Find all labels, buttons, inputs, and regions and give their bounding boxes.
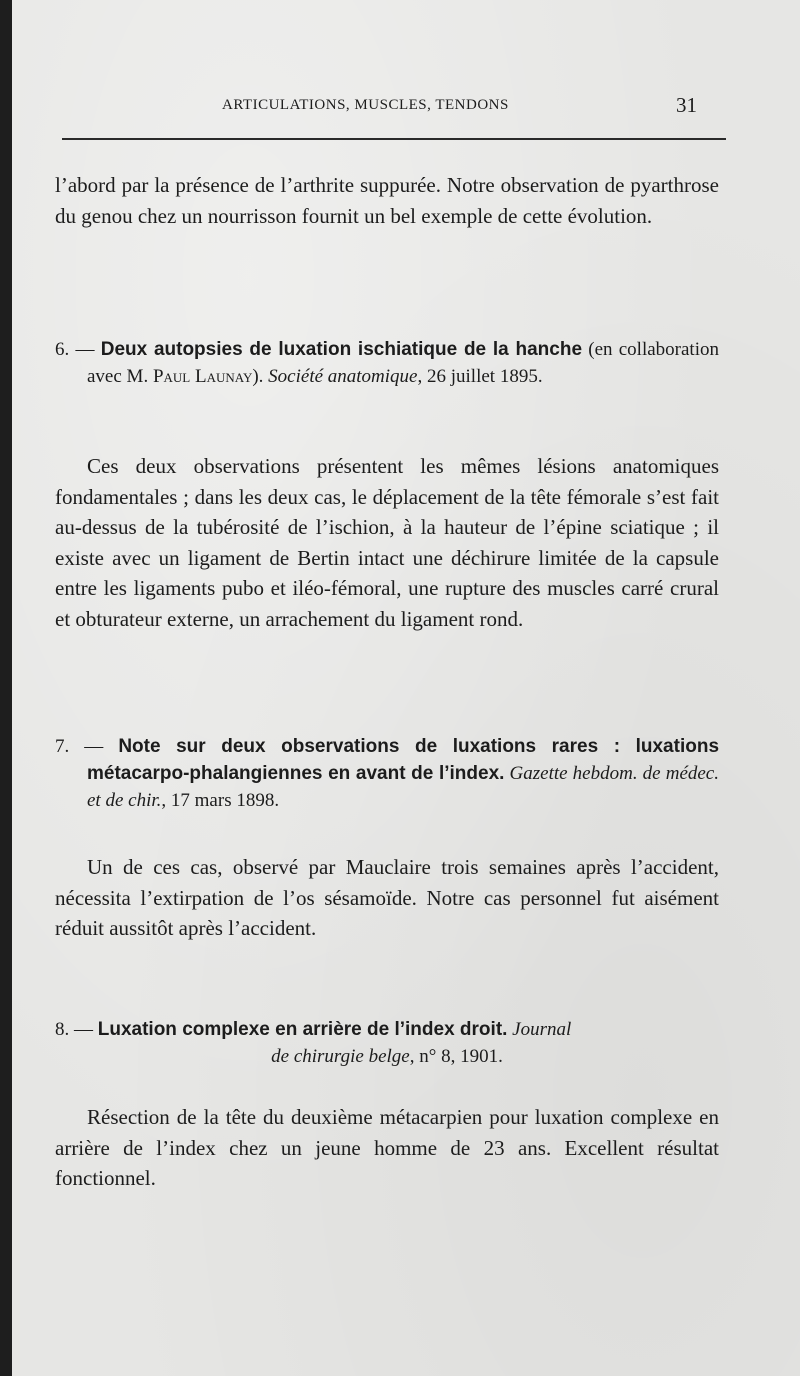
header-rule <box>62 138 726 140</box>
entry-date: , n° 8, 1901. <box>409 1046 503 1067</box>
entry-number: 7. — <box>55 736 119 757</box>
entry-number: 6. — <box>55 339 101 360</box>
collab-suffix: ). <box>252 366 269 387</box>
paragraph-mauclaire <box>55 852 719 944</box>
entry-6 <box>55 336 719 390</box>
collab-prefix: (en collaboration avec M. <box>87 339 719 387</box>
entry-source-part2: de chirurgie belge <box>271 1046 410 1067</box>
book-page <box>12 0 800 1376</box>
entry-date: , 26 juillet 1895. <box>417 366 543 387</box>
entry-6-citation <box>55 336 719 390</box>
paragraph-text: Ces deux observations présentent les mêmes lésions anatomiques fondamentales ; dans les deux cas, le déplacement de la tête fémorale s’est fait au-dessus de la tubérosité de l’ischion, à la hauteur de l’épine sciatique ; il existe avec un ligament de Bertin intact une déchirure limitée de la capsule entre les ligaments pubo et iléo-fémoral, une rupture des muscles carré crural et obturateur externe, un arrachement du ligament rond. <box>55 454 719 631</box>
entry-date: , 17 mars 1898. <box>161 790 280 811</box>
paragraph-resection <box>55 1102 719 1194</box>
page-number: 31 <box>676 93 697 117</box>
entry-7 <box>55 733 719 814</box>
entry-source-part1: Journal <box>512 1019 572 1040</box>
paragraph-text: Un de ces cas, observé par Mauclaire trois semaines après l’accident, nécessita l’extirpation de l’os sésamoïde. Notre cas personnel fut aisément réduit aussitôt après l’accident. <box>55 855 719 940</box>
entry-7-citation <box>55 733 719 814</box>
entry-source: Société anatomique <box>268 366 418 387</box>
paragraph-arthrite <box>55 170 719 231</box>
paragraph-text: l’abord par la présence de l’arthrite suppurée. Notre observation de pyarthrose du genou chez un nourrisson fournit un bel exemple de cette évolution. <box>55 173 719 228</box>
page-header <box>12 93 800 121</box>
entry-title: Note sur deux observations de luxations rares : luxations métacarpo-phalangiennes en avant de l’index. <box>87 736 720 784</box>
entry-8-citation-line1 <box>55 1016 719 1043</box>
entry-8-citation-line2 <box>55 1043 719 1070</box>
entry-8 <box>55 1016 719 1070</box>
collab-name: Paul Launay <box>152 366 253 387</box>
entry-number: 8. — <box>55 1019 98 1040</box>
paragraph-text: Résection de la tête du deuxième métacarpien pour luxation complexe en arrière de l’index chez un jeune homme de 23 ans. Excellent résultat fonctionnel. <box>55 1105 719 1190</box>
entry-title: Luxation complexe en arrière de l’index droit. <box>97 1019 508 1040</box>
entry-title: Deux autopsies de luxation ischiatique de la hanche <box>100 339 583 360</box>
running-title: ARTICULATIONS, MUSCLES, TENDONS <box>222 97 509 113</box>
paragraph-observations <box>55 451 719 634</box>
entry-source: Gazette hebdom. de médec. et de chir. <box>87 763 719 811</box>
